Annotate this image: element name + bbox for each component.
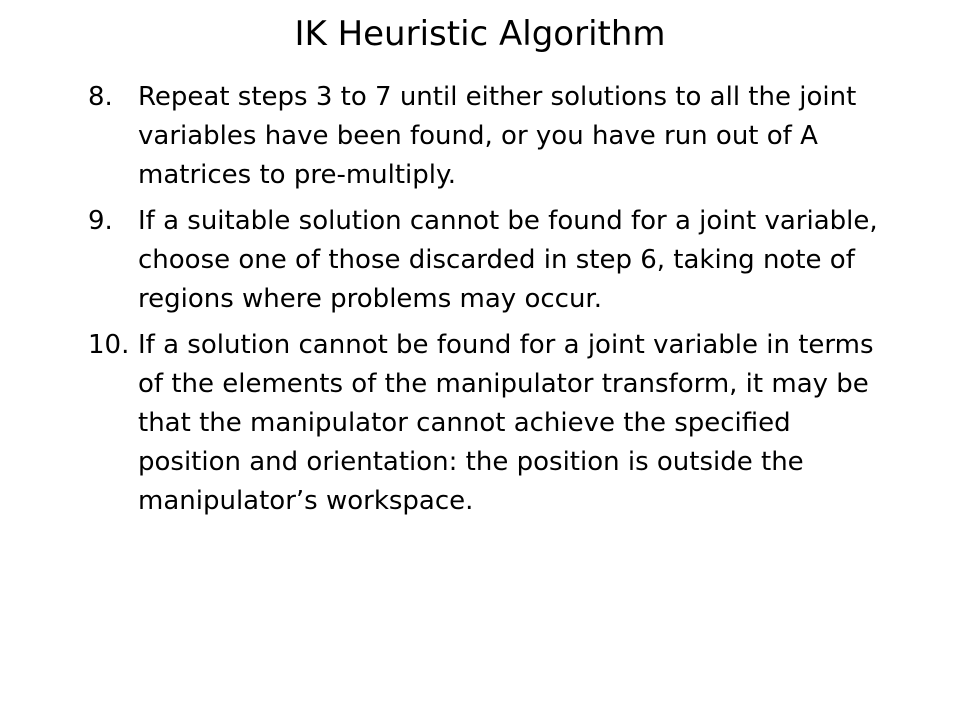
step-text: If a solution cannot be found for a joint variable in terms of the elements of the manipulator transform, it may be that the manipulator cannot achieve the specified position and orientation: the position is outside the manipulator’s workspace.: [138, 330, 874, 516]
step-item-9: [88, 202, 878, 319]
step-number: 9.: [88, 206, 113, 236]
step-text: If a suitable solution cannot be found for a joint variable, choose one of those discarded in step 6, taking note of regions where problems may occur.: [138, 206, 878, 314]
step-number: 10.: [88, 330, 130, 360]
step-number: 8.: [88, 82, 113, 112]
slide-title: IK Heuristic Algorithm: [294, 14, 666, 54]
step-list: [88, 78, 878, 528]
step-item-10: [88, 326, 878, 521]
step-item-8: [88, 78, 878, 195]
step-text: Repeat steps 3 to 7 until either solutions to all the joint variables have been found, or you have run out of A matrices to pre-multiply.: [138, 82, 857, 190]
